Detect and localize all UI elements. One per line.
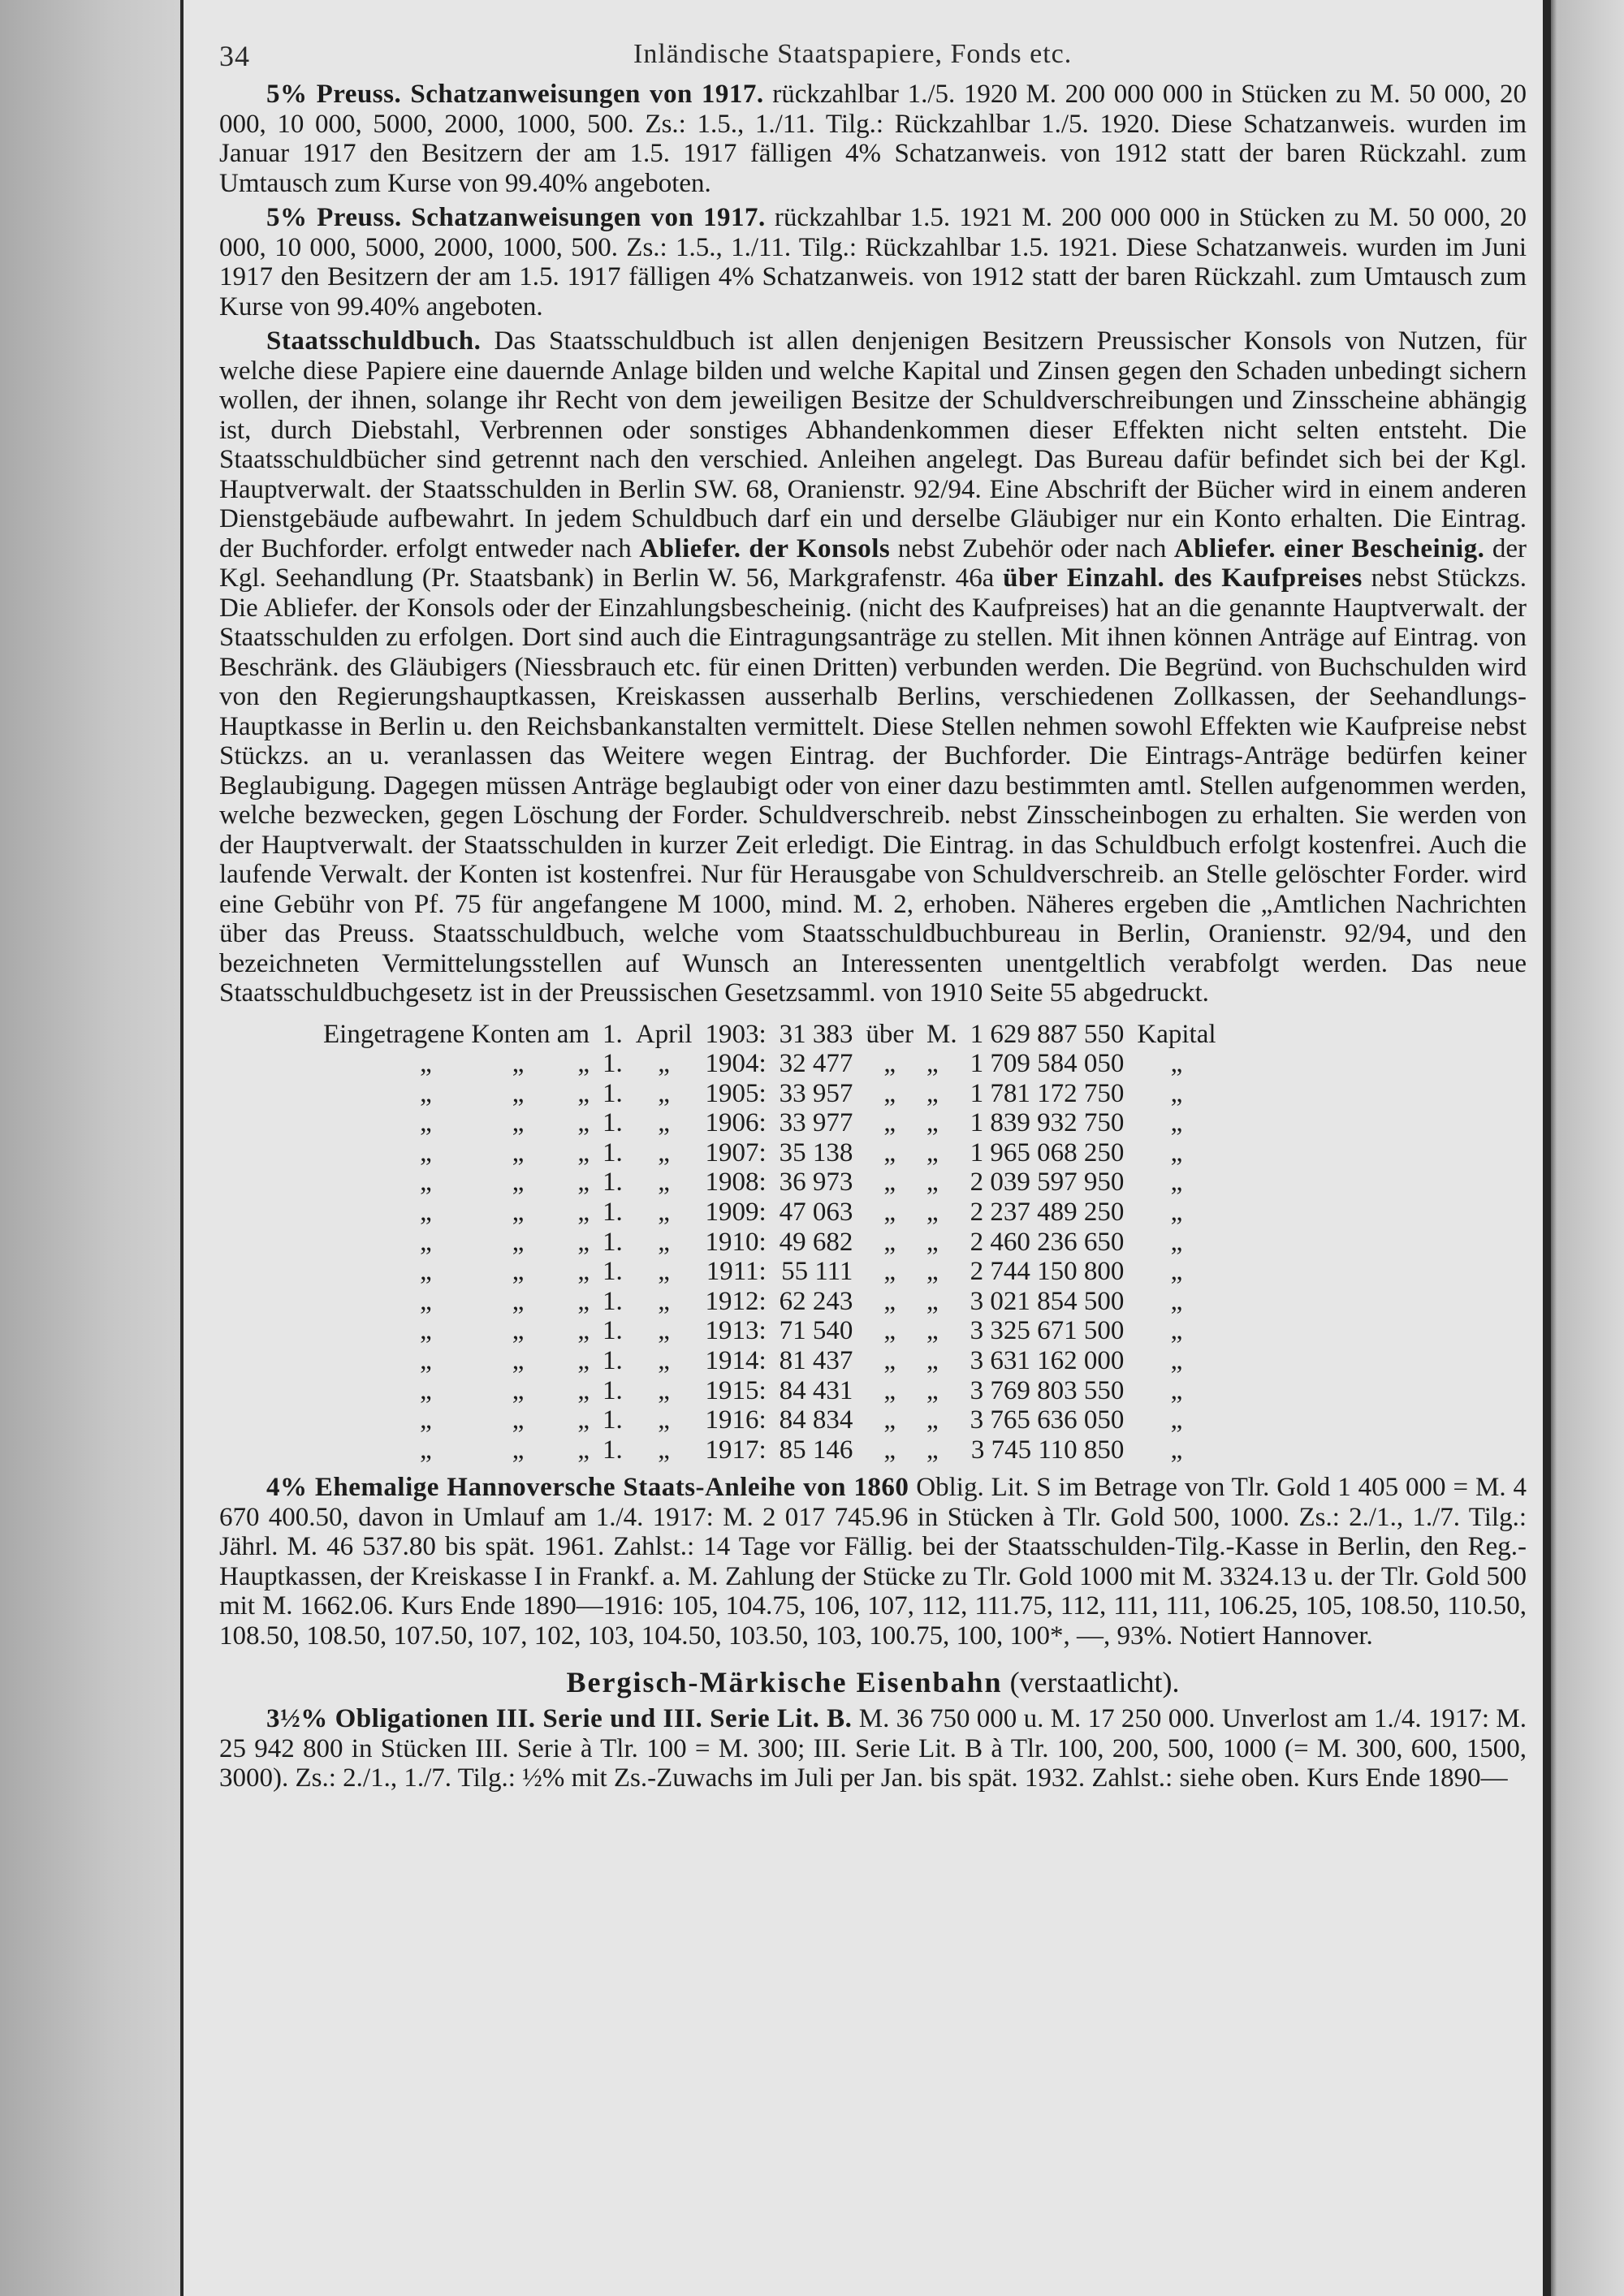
- table-cell: 1 781 172 750: [970, 1078, 1125, 1108]
- paragraph-schatzanweisungen-1920: [219, 80, 1527, 198]
- table-cell: „: [658, 1257, 670, 1287]
- table-cell: „ „ „: [420, 1257, 590, 1287]
- table-cell: 3 765 636 050: [970, 1405, 1125, 1435]
- table-cell: „ „ „: [420, 1078, 590, 1108]
- table-cell: 1.: [603, 1227, 623, 1257]
- table-cell: „: [658, 1167, 670, 1198]
- emphasis-text: über Einzahl. des Kaufpreises: [1003, 563, 1363, 593]
- table-cell: „: [883, 1167, 896, 1198]
- table-cell: „: [883, 1346, 896, 1376]
- table-cell: 81 437: [779, 1346, 853, 1376]
- table-cell: „: [926, 1316, 939, 1346]
- table-cell: „: [1170, 1286, 1183, 1316]
- table-row: [317, 1228, 1223, 1258]
- table-cell: 49 682: [779, 1227, 853, 1257]
- table-cell: „ „ „: [420, 1167, 590, 1198]
- table-cell: 2 460 236 650: [970, 1227, 1125, 1257]
- paragraph-schatzanweisungen-1921: [219, 203, 1527, 322]
- running-title: Inländische Staatspapiere, Fonds etc.: [633, 39, 1073, 69]
- table-cell: „: [883, 1257, 896, 1287]
- table-cell: „: [1170, 1257, 1183, 1287]
- table-cell: „ „ „: [420, 1346, 590, 1376]
- section-note: (verstaatlicht).: [1002, 1666, 1180, 1699]
- table-cell: 1.: [603, 1286, 623, 1316]
- table-cell: „: [658, 1375, 670, 1405]
- table-cell: 1.: [603, 1078, 623, 1108]
- table-cell: „: [883, 1078, 896, 1108]
- table-row: [317, 1257, 1223, 1287]
- table-cell: „ „ „: [420, 1435, 590, 1465]
- paragraph-text: nebst Stückzs. Die Abliefer. der Konsols oder der Einzahlungsbescheinig. (nicht des Kaufpreises) hat an die genannte Hauptverwalt. der Staatsschulden zu erfolgen. Dort sind auch die Eintragungsanträge zu stellen. Mit ihnen können Anträge auf Eintrag. von Beschränk. des Gläubigers (Niessbrauch etc. für einen Dritten) verbunden werden. Die Begründ. von Buchschulden wird von den Regierungshauptkassen, Kreiskassen ausserhalb Berlins, verschiedenen Zollkassen, der Seehandlungs-Hauptkasse in Berlin u. den Reichsbankanstalten vermittelt. Diese Stellen nehmen sowohl Effekten wie Kaufpreise nebst Stückzs. an u. veranlassen das Weitere wegen Eintrag. der Buchforder. Die Eintrags-Anträge bedürfen keiner Beglaubigung. Dagegen müssen Anträge beglaubigt oder von einer dazu bestimmten amtl. Stellen aufgenommen werden, welche bezwecken, gegen Löschung der Forder. Schuldverschreib. nebst Zinsscheinbogen zu erhalten. Sie werden von der Hauptverwalt. der Staatsschulden in kurzer Zeit erledigt. Die Eintrag. in das Schuldbuch erfolgt kostenfrei. Auch die laufende Verwalt. der Konten ist kostenfrei. Nur für Herausgabe von Schuldverschreib. an Stelle gelöschter Forder. wird eine Gebühr von Pf. 75 für angefangene M 1000, mind. M. 2, erhoben. Näheres ergeben die „Amtlichen Nachrichten über das Preuss. Staatsschuldbuch, welche vom Staatsschuldbuchbureau in Berlin, Oranienstr. 92/94, und den bezeichneten Vermittelungsstellen auf Wunsch an Interessenten unentgeltlich verabfolgt werden. Das neue Staatsschuldbuchgesetz ist in der Preussischen Gesetzsamml. von 1910 Seite 55 abgedruckt.: [219, 563, 1527, 1008]
- table-cell: „: [658, 1316, 670, 1346]
- table-cell: „: [1170, 1167, 1183, 1198]
- paragraph-lead: 5% Preuss. Schatzanweisungen von 1917.: [266, 203, 766, 232]
- table-cell: „: [926, 1049, 939, 1079]
- table-cell: 3 325 671 500: [970, 1316, 1125, 1346]
- paragraph-text: Oblig. Lit. S im Betrage von Tlr. Gold 1 405 000 = M. 4 670 400.50, davon in Umlauf am 1./4. 1917: M. 2 017 745.96 in Stücken à Tlr. Gold 500, 1000. Zs.: 2./1., 1./7. Tilg.: Jährl. M. 46 537.80 bis spät. 1961. Zahlst.: 14 Tage vor Fällig. bei der Staatsschulden-Tilg.-Kasse in Berlin, den Reg.-Hauptkassen, der Kreiskasse I in Frankf. a. M. Zahlung der Stücke zu Tlr. Gold 1000 mit M. 3324.13 u. der Tlr. Gold 500 mit M. 1662.06. Kurs Ende 1890—1916: 105, 104.75, 106, 107, 112, 111.75, 112, 111, 111, 106.25, 105, 108.50, 110.50, 108.50, 108.50, 107.50, 107, 102, 103, 104.50, 103.50, 103, 100.75, 100, 100*, —, 93%. Notiert Hannover.: [219, 1473, 1527, 1651]
- book-page: [184, 0, 1548, 2296]
- table-cell: 1913:: [705, 1316, 767, 1346]
- table-cell: 2 744 150 800: [970, 1257, 1125, 1287]
- table-row: [317, 1405, 1223, 1435]
- paragraph-staatsschuldbuch: [219, 326, 1527, 1008]
- table-cell: 1905:: [705, 1078, 767, 1108]
- paragraph-text: Das Staatsschuldbuch ist allen denjenigen Besitzern Preussischer Konsols von Nutzen, für welche diese Papiere eine dauernde Anlage bilden und welche Kapital und Zinsen gegen den Schaden unbedingt sichern wollen, der ihnen, solange ihr Recht von dem jeweiligen Besitze der Schuldverschreibungen und Zinsscheine abhängig ist, durch Diebstahl, Verbrennen oder sonstiges Abhandenkommen dieser Effekten nicht selten entsteht. Die Staatsschuldbücher sind getrennt nach den verschied. Anleihen angelegt. Das Bureau dafür befindet sich bei der Kgl. Hauptverwalt. der Staatsschulden in Berlin SW. 68, Oranienstr. 92/94. Eine Abschrift der Bücher wird in einem anderen Dienstgebäude aufbewahrt. In jedem Schuldbuch darf ein und derselbe Gläubiger nur ein Konto erhalten. Die Eintrag. der Buchforder. erfolgt entweder nach: [219, 326, 1527, 563]
- table-cell: „: [658, 1346, 670, 1376]
- table-cell: „: [926, 1257, 939, 1287]
- table-cell: 36 973: [779, 1167, 853, 1198]
- table-cell: „: [926, 1346, 939, 1376]
- paragraph-hannoversche-anleihe: [219, 1473, 1527, 1651]
- table-cell: „: [1170, 1435, 1183, 1465]
- table-cell: 3 745 110 850: [970, 1435, 1125, 1465]
- table-cell: „: [1170, 1375, 1183, 1405]
- table-cell: M.: [926, 1019, 957, 1049]
- paragraph-text: rückzahlbar 1.5. 1921 M. 200 000 000 in Stücken zu M. 50 000, 20 000, 10 000, 5000, 2000, 1000, 500. Zs.: 1.5., 1./11. Tilg.: Rückzahlbar 1.5. 1921. Diese Schatzanweis. wurden im Juni 1917 den Besitzern der am 1.5. 1917 fälligen 4% Schatzanweis. von 1912 statt der baren Rückzahl. zum Umtausch zum Kurse von 99.40% angeboten.: [219, 203, 1527, 322]
- paragraph-lead: Staatsschuldbuch.: [266, 326, 482, 356]
- table-cell: „ „ „: [420, 1286, 590, 1316]
- table-cell: 1.: [603, 1137, 623, 1167]
- table-cell: 1.: [603, 1049, 623, 1079]
- table-cell: „: [926, 1078, 939, 1108]
- table-cell: „: [883, 1435, 896, 1465]
- konten-table: [317, 1020, 1223, 1465]
- table-cell: „ „ „: [420, 1405, 590, 1435]
- paragraph-text: rückzahlbar 1./5. 1920 M. 200 000 000 in Stücken zu M. 50 000, 20 000, 10 000, 5000, 2000, 1000, 500. Zs.: 1.5., 1./11. Tilg.: Rückzahlbar 1./5. 1920. Diese Schatzanweis. wurden im Januar 1917 den Besitzern der am 1.5. 1917 fälligen 4% Schatzanweis. von 1912 statt der baren Rückzahl. zum Umtausch zum Kurse von 99.40% angeboten.: [219, 80, 1527, 198]
- emphasis-text: Abliefer. einer Bescheinig.: [1173, 533, 1485, 563]
- table-cell: 47 063: [779, 1198, 853, 1228]
- table-cell: „: [1170, 1078, 1183, 1108]
- table-cell: 1.: [603, 1435, 623, 1465]
- table-cell: 1904:: [705, 1049, 767, 1079]
- table-cell: 35 138: [779, 1137, 853, 1167]
- table-cell: „ „ „: [420, 1375, 590, 1405]
- table-cell: „: [1170, 1316, 1183, 1346]
- table-cell: „: [926, 1198, 939, 1228]
- table-row: [317, 1346, 1223, 1376]
- table-cell: 1.: [603, 1198, 623, 1228]
- table-cell: „: [883, 1137, 896, 1167]
- table-cell: „: [658, 1108, 670, 1138]
- table-row: [317, 1079, 1223, 1109]
- paragraph-lead: 3½% Obligationen III. Serie und III. Serie Lit. B.: [266, 1704, 853, 1734]
- table-cell: „: [1170, 1108, 1183, 1138]
- table-cell: 1916:: [705, 1405, 767, 1435]
- table-cell: „: [658, 1435, 670, 1465]
- table-cell: „: [1170, 1405, 1183, 1435]
- table-cell: „: [883, 1108, 896, 1138]
- table-cell: 62 243: [779, 1286, 853, 1316]
- table-cell: 1 629 887 550: [970, 1019, 1125, 1049]
- table-row: [317, 1138, 1223, 1168]
- table-cell: 3 769 803 550: [970, 1375, 1125, 1405]
- table-cell: „: [926, 1108, 939, 1138]
- table-cell: 1.: [603, 1316, 623, 1346]
- paragraph-text: nebst Zubehör oder nach: [890, 533, 1174, 563]
- table-cell: „: [1170, 1346, 1183, 1376]
- table-cell: „: [883, 1049, 896, 1079]
- adjacent-page-edge: [1548, 0, 1624, 2296]
- table-cell: 31 383: [779, 1019, 853, 1049]
- table-cell: 1.: [603, 1346, 623, 1376]
- table-cell: 1 839 932 750: [970, 1108, 1125, 1138]
- table-cell: 1917:: [705, 1435, 767, 1465]
- table-cell: „ „ „: [420, 1137, 590, 1167]
- table-cell: 1.: [603, 1405, 623, 1435]
- table-cell: „: [658, 1405, 670, 1435]
- table-cell: 1912:: [705, 1286, 767, 1316]
- page-number: 34: [219, 40, 250, 72]
- left-gutter: [0, 0, 183, 2296]
- table-cell: 3 631 162 000: [970, 1346, 1125, 1376]
- table-row: [317, 1198, 1223, 1228]
- table-cell: „: [658, 1078, 670, 1108]
- table-cell: „: [926, 1405, 939, 1435]
- table-cell: 2 237 489 250: [970, 1198, 1125, 1228]
- table-cell: „: [926, 1286, 939, 1316]
- table-cell: „: [926, 1227, 939, 1257]
- table-cell: 1915:: [705, 1375, 767, 1405]
- table-cell: 1.: [603, 1375, 623, 1405]
- table-cell: „ „ „: [420, 1316, 590, 1346]
- table-cell: 55 111: [781, 1257, 853, 1287]
- table-row: [317, 1167, 1223, 1198]
- table-cell: 1.: [603, 1108, 623, 1138]
- table-cell: „: [1170, 1198, 1183, 1228]
- section-title: Bergisch-Märkische Eisenbahn: [566, 1666, 1003, 1699]
- emphasis-text: Abliefer. der Konsols: [639, 533, 891, 563]
- table-cell: 1903:: [705, 1019, 767, 1049]
- paragraph-lead: 4% Ehemalige Hannoversche Staats-Anleihe von 1860: [266, 1473, 909, 1503]
- table-cell: „: [883, 1316, 896, 1346]
- table-cell: 71 540: [779, 1316, 853, 1346]
- table-row: [317, 1108, 1223, 1138]
- table-cell: 1.: [603, 1019, 623, 1049]
- table-cell: „: [1170, 1049, 1183, 1079]
- table-cell: „: [658, 1198, 670, 1228]
- table-cell: „: [658, 1286, 670, 1316]
- page-header: [219, 32, 1527, 71]
- paragraph-lead: 5% Preuss. Schatzanweisungen von 1917.: [266, 80, 764, 109]
- table-cell: „: [883, 1405, 896, 1435]
- table-cell: 84 834: [779, 1405, 853, 1435]
- table-cell: 1.: [603, 1257, 623, 1287]
- table-cell: „: [926, 1435, 939, 1465]
- table-row: [317, 1376, 1223, 1406]
- table-cell: 1907:: [705, 1137, 767, 1167]
- table-cell: 84 431: [779, 1375, 853, 1405]
- table-row: [317, 1316, 1223, 1346]
- table-cell: 1906:: [705, 1108, 767, 1138]
- table-cell: „: [926, 1137, 939, 1167]
- table-cell: 33 977: [779, 1108, 853, 1138]
- page-edge-shadow: [1543, 0, 1551, 2296]
- table-cell: „: [658, 1227, 670, 1257]
- table-cell: „: [926, 1375, 939, 1405]
- table-cell: 1 709 584 050: [970, 1049, 1125, 1079]
- table-cell: 1.: [603, 1167, 623, 1198]
- table-cell: „ „ „: [420, 1049, 590, 1079]
- table-cell: „: [883, 1375, 896, 1405]
- table-cell: „: [658, 1137, 670, 1167]
- table-cell: 1911:: [706, 1257, 767, 1287]
- section-heading: [219, 1665, 1527, 1699]
- table-cell: „: [1170, 1227, 1183, 1257]
- table-cell: 1910:: [705, 1227, 767, 1257]
- table-row: [317, 1435, 1223, 1465]
- table-cell: April: [635, 1019, 693, 1049]
- table-cell: 1908:: [705, 1167, 767, 1198]
- table-row: [317, 1020, 1223, 1050]
- table-cell: „: [883, 1227, 896, 1257]
- table-cell: „: [883, 1198, 896, 1228]
- table-cell: „: [1170, 1137, 1183, 1167]
- table-cell: 33 957: [779, 1078, 853, 1108]
- table-cell: Kapital: [1137, 1019, 1216, 1049]
- paragraph-text: der Kgl. Seehandlung (Pr. Staatsbank) in Berlin W. 56, Markgrafenstr. 46a: [219, 533, 1527, 593]
- table-cell: „ „ „: [420, 1198, 590, 1228]
- table-cell: „ „ „: [420, 1108, 590, 1138]
- paragraph-text: M. 36 750 000 u. M. 17 250 000. Unverlost am 1./4. 1917: M. 25 942 800 in Stücken III. Serie à Tlr. 100 = M. 300; III. Serie Lit. B à Tlr. 100, 200, 500, 1000 (= M. 300, 600, 1500, 3000). Zs.: 2./1., 1./7. Tilg.: ½% mit Zs.-Zuwachs im Juli per Jan. bis spät. 1932. Zahlst.: siehe oben. Kurs Ende 1890—: [219, 1704, 1527, 1793]
- table-cell: „: [883, 1286, 896, 1316]
- table-cell: 3 021 854 500: [970, 1286, 1125, 1316]
- table-cell: 1909:: [705, 1198, 767, 1228]
- table-cell: 2 039 597 950: [970, 1167, 1125, 1198]
- table-cell: „: [658, 1049, 670, 1079]
- table-row: [317, 1049, 1223, 1079]
- table-row: [317, 1287, 1223, 1317]
- table-cell: 32 477: [779, 1049, 853, 1079]
- table-cell: Eingetragene Konten am: [323, 1019, 590, 1049]
- table-cell: 1 965 068 250: [970, 1137, 1125, 1167]
- table-cell: über: [866, 1019, 914, 1049]
- page-content: [219, 32, 1527, 1793]
- table-cell: 85 146: [779, 1435, 853, 1465]
- paragraph-obligationen: [219, 1704, 1527, 1793]
- table-cell: „: [926, 1167, 939, 1198]
- table-cell: 1914:: [705, 1346, 767, 1376]
- table-cell: „ „ „: [420, 1227, 590, 1257]
